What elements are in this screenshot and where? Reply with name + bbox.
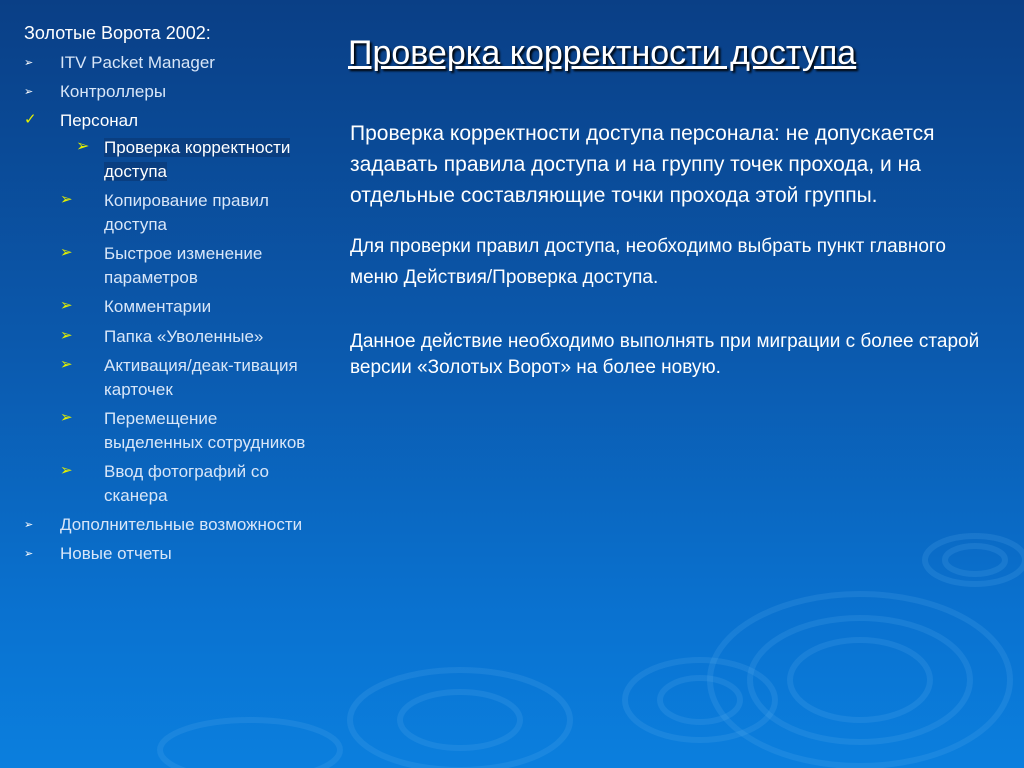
sidebar-item-label: Контроллеры — [60, 82, 167, 101]
subitem-photo-scanner[interactable] — [60, 460, 314, 507]
arrowhead-bullet-icon: ➢ — [60, 244, 73, 261]
arrowhead-bullet-icon: ➢ — [76, 138, 90, 155]
arrowhead-bullet-icon: ➢ — [24, 548, 34, 560]
subitem-label: Комментарии — [104, 297, 212, 316]
subitem-card-activation[interactable] — [60, 354, 314, 401]
paragraph-instructions: Для проверки правил доступа, необходимо выбрать пункт главного меню Действия/Проверка доступа. — [350, 236, 946, 288]
sidebar-title: Золотые Ворота 2002: — [24, 23, 211, 43]
arrowhead-bullet-icon: ➢ — [24, 519, 34, 531]
arrowhead-bullet-icon: ➢ — [24, 57, 34, 69]
sidebar-subnav — [60, 136, 314, 507]
sidebar — [24, 22, 314, 572]
subitem-quick-change[interactable] — [60, 242, 314, 289]
subitem-label: Ввод фотографий со сканера — [104, 462, 269, 505]
arrowhead-bullet-icon: ➢ — [60, 462, 73, 479]
subitem-dismissed-folder[interactable] — [60, 325, 314, 349]
sidebar-item-label: ITV Packet Manager — [60, 53, 215, 72]
sidebar-item-label: Персонал — [60, 111, 139, 130]
arrowhead-bullet-icon: ➢ — [60, 326, 73, 344]
subitem-label: Активация/деак-тивация карточек — [104, 356, 298, 399]
subitem-comments[interactable] — [60, 295, 314, 319]
checkmark-bullet-icon: ✓ — [24, 111, 37, 128]
paragraph-description: Проверка корректности доступа персонала: не допускается задавать правила доступа и на группу точек прохода, и на отдельные составляющие точки прохода этой группы. — [350, 122, 935, 207]
subitem-label: Перемещение выделенных сотрудников — [104, 409, 306, 452]
paragraph-migration-note: Данное действие необходимо выполнять при миграции с более старой версии «Золотых Ворот» на более новую. — [350, 331, 980, 378]
arrowhead-bullet-icon: ➢ — [60, 297, 73, 314]
page-title: Проверка корректности доступа — [348, 34, 857, 72]
main-content — [350, 118, 990, 381]
subitem-label: Быстрое изменение параметров — [104, 244, 263, 287]
subitem-label: Папка «Уволенные» — [104, 326, 264, 346]
sidebar-item-label: Новые отчеты — [60, 544, 172, 563]
sidebar-item-label: Дополнительные возможности — [60, 515, 303, 534]
subitem-access-check[interactable] — [60, 136, 314, 183]
arrowhead-bullet-icon: ➢ — [60, 356, 73, 373]
sidebar-item-itv-packet-manager[interactable] — [24, 52, 314, 74]
sidebar-item-controllers[interactable] — [24, 81, 314, 103]
sidebar-nav — [24, 52, 314, 565]
sidebar-item-additional-features[interactable] — [24, 514, 314, 536]
subitem-label: Проверка корректности доступа — [104, 138, 291, 181]
arrowhead-bullet-icon: ➢ — [60, 409, 73, 426]
arrowhead-bullet-icon: ➢ — [60, 191, 73, 208]
subitem-move-employees[interactable] — [60, 407, 314, 454]
arrowhead-bullet-icon: ➢ — [24, 86, 34, 98]
subitem-label: Копирование правил доступа — [104, 191, 269, 234]
subitem-copy-rules[interactable] — [60, 189, 314, 236]
sidebar-item-personnel[interactable] — [24, 110, 314, 507]
sidebar-item-new-reports[interactable] — [24, 543, 314, 565]
